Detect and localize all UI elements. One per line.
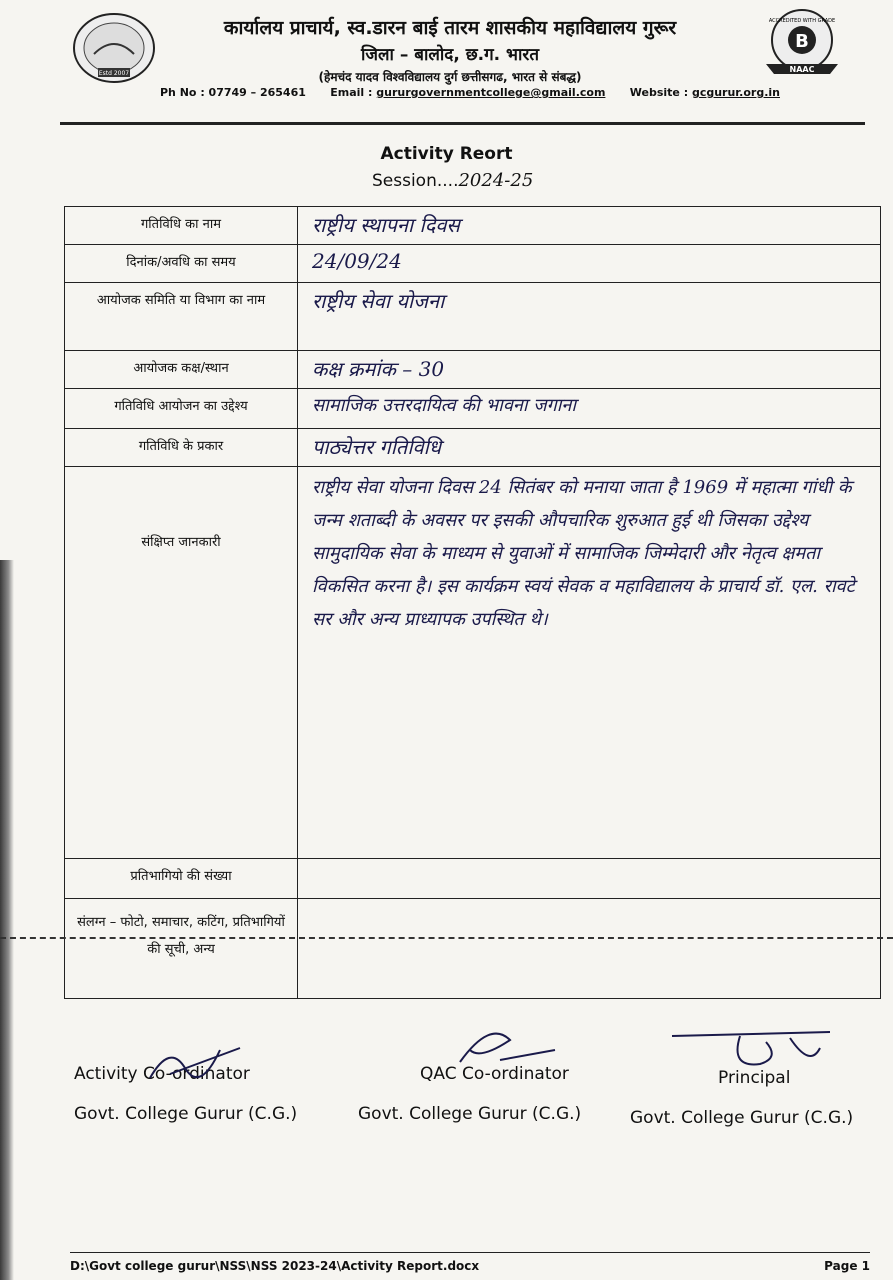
header-rule — [60, 122, 865, 125]
row-value: राष्ट्रीय स्थापना दिवस — [298, 207, 881, 245]
row-label: संलग्न – फोटो, समाचार, कटिंग, प्रतिभागियों की सूची, अन्य — [65, 899, 298, 999]
logo-right-top: ACCREDITED WITH GRADE — [768, 18, 836, 24]
session-line — [372, 170, 533, 191]
sig-org: Govt. College Gurur (C.G.) — [74, 1104, 298, 1124]
letterhead-line2: जिला – बालोद, छ.ग. भारत — [360, 45, 540, 65]
row-label: संक्षिप्त जानकारी — [65, 467, 298, 859]
row-label: गतिविधि आयोजन का उद्देश्य — [65, 389, 298, 429]
row-label: आयोजक समिति या विभाग का नाम — [65, 283, 298, 351]
signature-principal — [630, 1068, 853, 1128]
email-block: Email : gururgovernmentcollege@gmail.com — [330, 86, 606, 99]
row-value: सामाजिक उत्तरदायित्व की भावना जगाना — [298, 389, 881, 429]
session-label: Session.... — [372, 171, 459, 191]
phone-number: Ph No : 07749 – 265461 — [160, 86, 306, 99]
table-row — [65, 899, 881, 999]
row-value: राष्ट्रीय सेवा योजना — [298, 283, 881, 351]
table-row — [65, 389, 881, 429]
row-label: दिनांक/अवधि का समय — [65, 245, 298, 283]
row-label: गतिविधि का नाम — [65, 207, 298, 245]
activity-table — [64, 206, 881, 999]
row-value — [298, 899, 881, 999]
website-url: gcgurur.org.in — [691, 86, 780, 99]
signature-activity-coordinator — [74, 1064, 297, 1124]
signature-qac-coordinator — [358, 1064, 581, 1124]
row-value: पाठ्येत्तर गतिविधि — [298, 429, 881, 467]
sig-org: Govt. College Gurur (C.G.) — [358, 1104, 582, 1124]
sig-role: Activity Co-ordinator — [74, 1064, 250, 1084]
row-value: राष्ट्रीय सेवा योजना दिवस 24 सितंबर को मनाया जाता है 1969 में महात्मा गांधी के जन्म शताब्दी के अवसर पर इसकी औपचारिक शुरुआत हुई थी जिसका उद्देश्य सामुदायिक सेवा के माध्यम से युवाओं में सामाजिक जिम्मेदारी और नेतृत्व क्षमता विकसित करना है। इस कार्यक्रम स्वयं सेवक व महाविद्यालय के प्राचार्य डॉ. एल. रावटे सर और अन्य प्राध्यापक उपस्थित थे। — [298, 467, 881, 859]
row-value: 24/09/24 — [298, 245, 881, 283]
website-block: Website : gcgurur.org.in — [629, 86, 780, 99]
table-row — [65, 245, 881, 283]
contact-bar — [160, 86, 780, 99]
letterhead-line1: कार्यालय प्राचार्य, स्व.डारन बाई तारम शासकीय महाविद्यालय गुरूर — [223, 17, 677, 39]
page-number: Page 1 — [824, 1259, 870, 1273]
sig-role: Principal — [718, 1068, 791, 1088]
page-edge-shadow — [0, 560, 14, 1280]
page-footer — [70, 1252, 870, 1273]
file-path: D:\Govt college gurur\NSS\NSS 2023-24\Activity Report.docx — [70, 1259, 480, 1273]
table-row — [65, 283, 881, 351]
report-title: Activity Reort — [380, 144, 513, 164]
logo-left-text: Estd 2007 — [98, 70, 130, 77]
row-value: कक्ष क्रमांक – 30 — [298, 351, 881, 389]
row-value — [298, 859, 881, 899]
table-row — [65, 859, 881, 899]
scan-fold-line — [0, 937, 893, 939]
sig-role: QAC Co-ordinator — [420, 1064, 569, 1084]
logo-right-grade: B — [795, 31, 809, 52]
table-row — [65, 467, 881, 859]
row-label: गतिविधि के प्रकार — [65, 429, 298, 467]
email-address: gururgovernmentcollege@gmail.com — [376, 86, 606, 99]
row-label: आयोजक कक्ष/स्थान — [65, 351, 298, 389]
session-value: 2024-25 — [458, 170, 534, 191]
table-row — [65, 429, 881, 467]
sig-org: Govt. College Gurur (C.G.) — [630, 1108, 854, 1128]
table-row — [65, 351, 881, 389]
letterhead-line3: (हेमचंद यादव विश्वविद्यालय दुर्ग छत्तीसगढ, भारत से संबद्ध) — [318, 70, 582, 84]
letterhead — [60, 8, 840, 85]
row-label: प्रतिभागियो की संख्या — [65, 859, 298, 899]
table-row — [65, 207, 881, 245]
logo-right-bottom: NAAC — [789, 65, 815, 74]
